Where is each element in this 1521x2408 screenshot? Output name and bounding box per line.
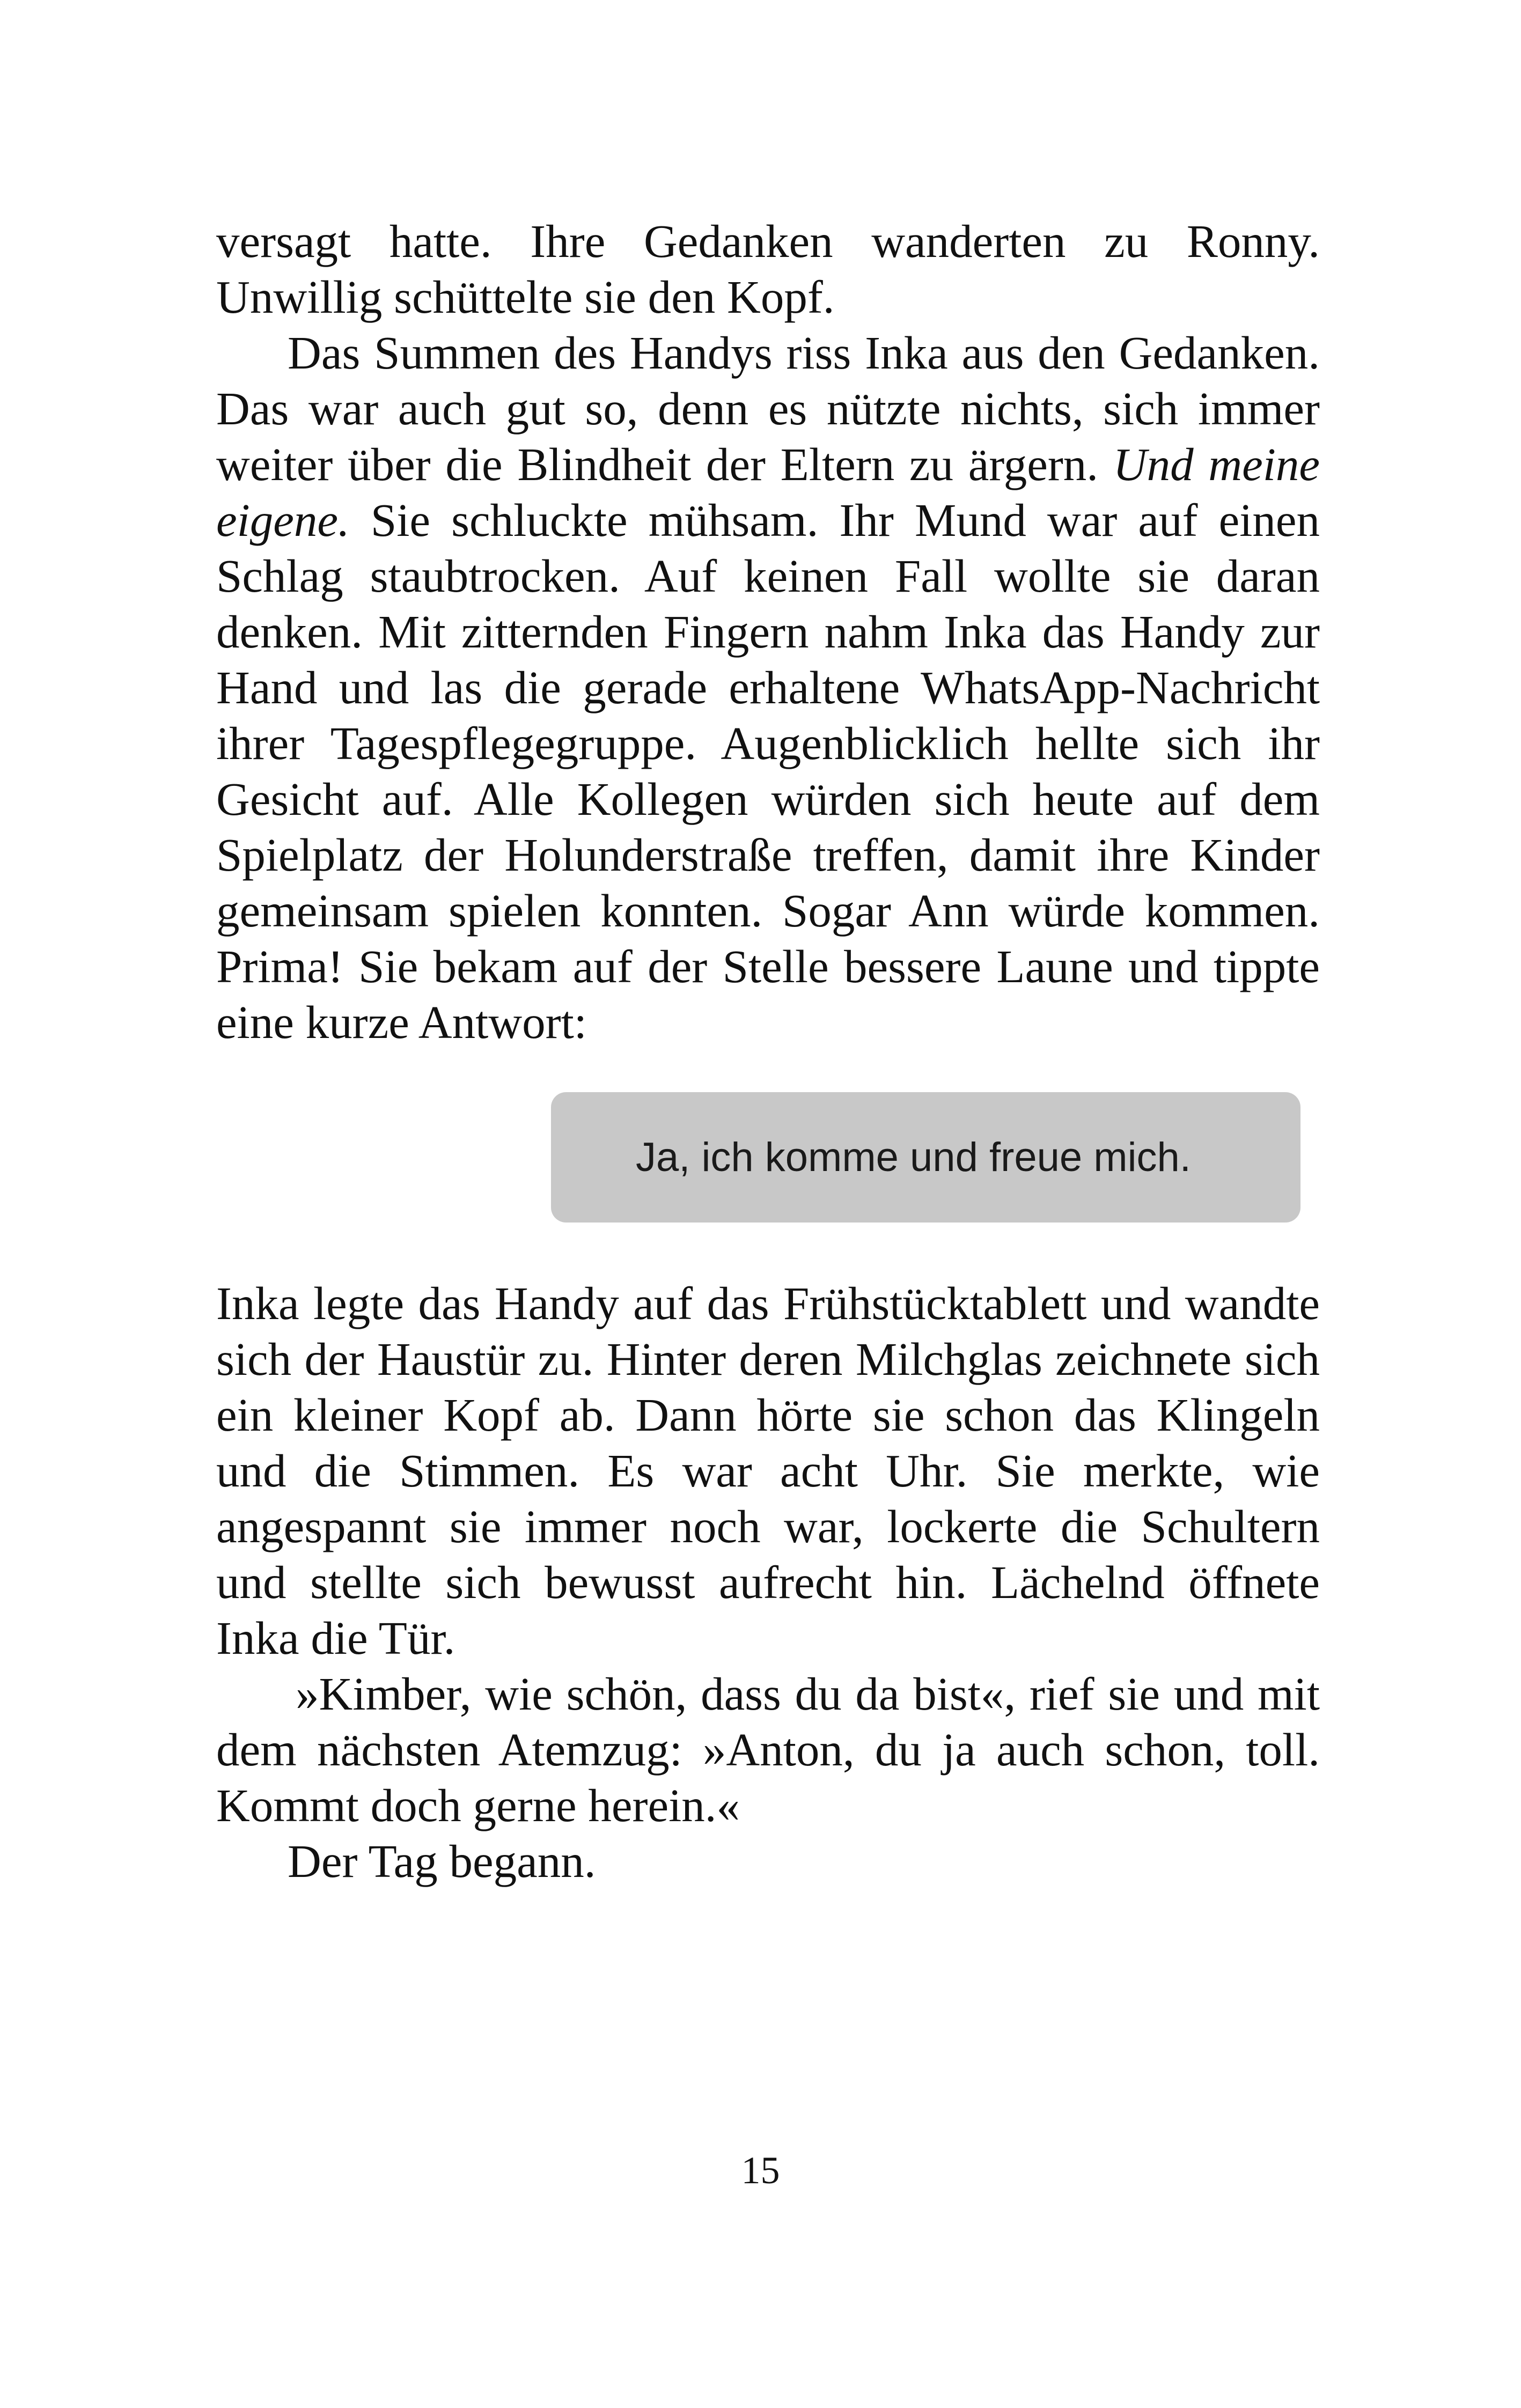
chat-message-text: Ja, ich komme und freue mich. — [636, 1135, 1191, 1180]
text-block-top — [216, 213, 1320, 1050]
paragraph-dialogue: »Kimber, wie schön, dass du da bist«, rief sie und mit dem nächsten Atemzug: »Anton, du ja auch schon, toll. Kommt doch gerne herein.« — [216, 1668, 1320, 1831]
paragraph-handy-summen — [216, 325, 1320, 1050]
page-number: 15 — [741, 2149, 780, 2192]
paragraph-haustuer: Inka legte das Handy auf das Frühstücktablett und wandte sich der Haustür zu. Hinter deren Milchglas zeichnete sich ein kleiner Kopf ab. Dann hörte sie schon das Klingeln und die Stimmen. Es war acht Uhr. Sie merkte, wie angespannt sie immer noch war, lockerte die Schultern und stellte sich bewusst aufrecht hin. Lächelnd öffnete Inka die Tür. — [216, 1277, 1320, 1664]
text-block-bottom — [216, 1276, 1320, 1889]
paragraph-text: Das Summen des Handys riss Inka aus den Gedanken. Das war auch gut so, denn es nützte nichts, sich immer weiter über die Blindheit der Eltern zu ärgern. — [216, 327, 1320, 490]
chat-message-bubble — [551, 1092, 1300, 1223]
paragraph-text: Sie schluckte mühsam. Ihr Mund war auf einen Schlag staubtrocken. Auf keinen Fall wollte sie daran denken. Mit zitternden Fingern nahm Inka das Handy zur Hand und las die gerade erhaltene WhatsApp-Nachricht ihrer Tagespflegegruppe. Augenblicklich hellte sich ihr Gesicht auf. Alle Kollegen würden sich heute auf dem Spielplatz der Holunderstraße treffen, damit ihre Kinder gemeinsam spielen konnten. Sogar Ann würde kommen. Prima! Sie bekam auf der Stelle bessere Laune und tippte eine kurze Antwort: — [216, 494, 1320, 1048]
paragraph-continuation: versagt hatte. Ihre Gedanken wanderten zu Ronny. Unwillig schüttelte sie den Kopf. — [216, 215, 1320, 323]
paragraph-closing: Der Tag begann. — [288, 1835, 596, 1887]
italic-thought: Und meine eigene. — [216, 438, 1320, 546]
